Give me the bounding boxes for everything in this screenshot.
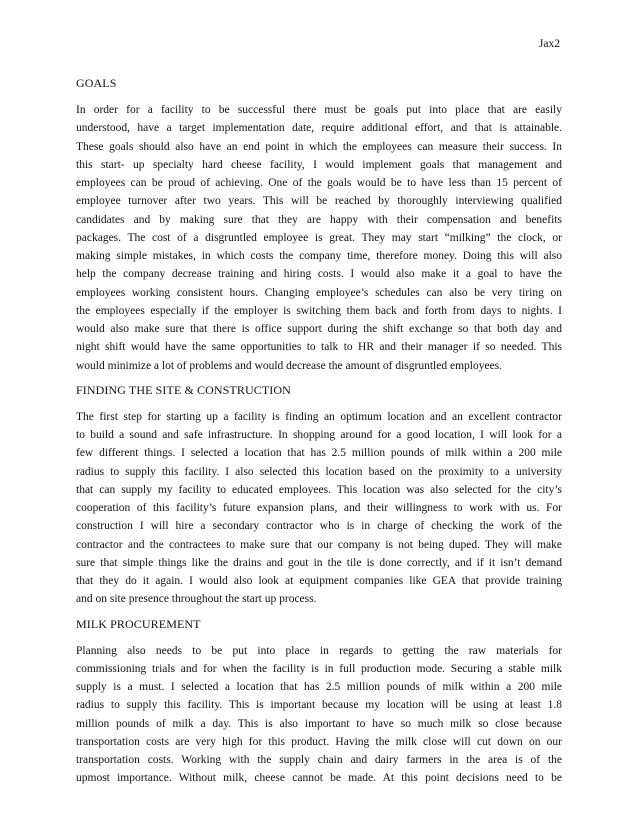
text-line: help the company decrease training and hiring costs. I would also make it a goal to have the xyxy=(76,268,562,281)
text-line: radius to supply this facility. I also selected this location based on the proximity to a university xyxy=(76,465,562,478)
text-line: and on site presence throughout the start up process. xyxy=(76,593,317,606)
section-milk-procurement xyxy=(76,617,562,788)
text-line: candidates and by making sure that they are happy with their compensation and benefits xyxy=(76,213,562,226)
text-line: employee turnover after two years. This will be reached by thoroughly interviewing qualified xyxy=(76,195,562,208)
text-line: The first step for starting up a facility is finding an optimum location and an excellent contractor xyxy=(76,410,562,423)
text-line: sure that simple things like the drains and gout in the tile is done correctly, and if it isn’t demand xyxy=(76,556,562,569)
text-line: to build a sound and safe infrastructure. In shopping around for a good location, I will look for a xyxy=(76,429,562,441)
text-line: construction I will hire a secondary contractor who is in charge of checking the work of the xyxy=(76,520,562,533)
text-line: night shift would have the same opportunities to talk to HR and their manager if so needed. This xyxy=(76,341,562,354)
text-line: employees can be proud of achieving. One of the goals would be to have less than 15 percent of xyxy=(76,177,562,189)
text-line: contractor and the contractees to make sure that our company is not being duped. They will make xyxy=(76,538,562,551)
text-line: radius to supply this facility. This is important because my location will be using at least 1.8 xyxy=(76,699,562,712)
text-line: that they do it again. I would also look at equipment companies like GEA that provide training xyxy=(76,575,562,587)
section-heading: MILK PROCUREMENT xyxy=(76,616,201,631)
text-line: cooperation of this facility’s future expansion plans, and their willingness to work with us. For xyxy=(76,502,562,514)
section-finding-site xyxy=(76,383,562,609)
section-heading: GOALS xyxy=(76,76,117,90)
text-line: the employees especially if the employer is switching them back and forth from days to nights. I xyxy=(76,304,562,317)
text-line: few different things. I selected a location that has 2.5 million pounds of milk within a 200 mile xyxy=(76,447,562,460)
text-line: would minimize a lot of problems and would decrease the amount of disgruntled employees. xyxy=(76,359,503,372)
text-line: transportation costs. Working with the supply chain and dairy farmers in the area is of the xyxy=(76,754,562,766)
text-line: supply is a must. I selected a location that has 2.5 million pounds of milk within a 200 mile xyxy=(76,681,562,693)
text-line: understood, have a target implementation date, require additional effort, and that is attainable. xyxy=(76,122,562,135)
text-line: Planning also needs to be put into place in regards to getting the raw materials for xyxy=(76,644,562,657)
paragraph xyxy=(76,101,562,375)
text-line: that can supply my facility to educated employees. This location was also selected for the city’s xyxy=(76,483,562,496)
text-line: million pounds of milk a day. This is also important to have so much milk so close because xyxy=(76,717,562,730)
text-line: employees working consistent hours. Changing employee’s schedules can also be very tiring on xyxy=(76,286,562,299)
running-head: Jax2 xyxy=(538,38,560,50)
section-heading: FINDING THE SITE & CONSTRUCTION xyxy=(76,382,291,397)
document-body xyxy=(76,76,562,796)
text-line: making simple mistakes, in which costs the company time, therefore money. Doing this will also xyxy=(76,250,562,262)
section-goals xyxy=(76,76,562,375)
paragraph xyxy=(76,408,562,609)
paragraph xyxy=(76,642,562,788)
text-line: transportation costs are very high for this product. Having the milk close will cut down on our xyxy=(76,735,562,748)
text-line: would also make sure that there is office support during the shift exchange so that both day and xyxy=(76,323,562,335)
text-line: These goals should also have an end point in which the employees can measure their success. In xyxy=(76,140,562,153)
text-line: commissioning trials and for when the facility is in full production mode. Securing a stable milk xyxy=(76,662,562,675)
text-line: packages. The cost of a disgruntled employee is great. They may start “milking” the clock, or xyxy=(76,231,562,244)
text-line: upmost importance. Without milk, cheese cannot be made. At this point decisions need to be xyxy=(76,772,562,785)
text-line: this start- up specialty hard cheese facility, I would implement goals that management and xyxy=(76,158,562,171)
text-line: In order for a facility to be successful there must be goals put into place that are easily xyxy=(76,104,562,116)
